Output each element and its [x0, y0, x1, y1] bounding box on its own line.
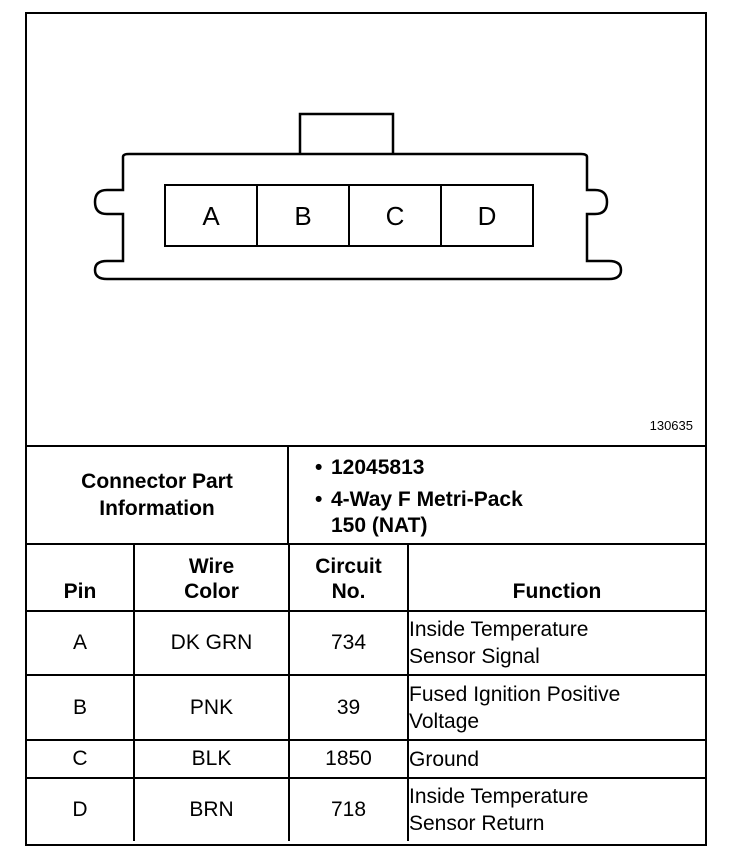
header-pin: Pin [27, 545, 134, 611]
cell-wire-color: BLK [134, 740, 289, 778]
connector-part-info [27, 445, 705, 545]
figure-number: 130635 [649, 418, 693, 433]
table-row [27, 611, 705, 675]
cell-pin: C [27, 740, 134, 778]
connector-type-line2: 150 (NAT) [331, 514, 428, 537]
cell-pin: B [27, 675, 134, 740]
cell-function: Ground [408, 740, 705, 778]
cell-pin: D [27, 778, 134, 841]
part-number: 12045813 [331, 456, 425, 479]
header-wire-color: Wire Color [134, 545, 289, 611]
cell-circuit: 718 [289, 778, 408, 841]
cell-circuit: 734 [289, 611, 408, 675]
part-number-item [315, 455, 705, 481]
cell-pin: A [27, 611, 134, 675]
cell-wire-color: DK GRN [134, 611, 289, 675]
header-circuit-no: Circuit No. [289, 545, 408, 611]
cell-function: Fused Ignition Positive Voltage [408, 675, 705, 740]
cell-circuit: 1850 [289, 740, 408, 778]
connector-diagram [27, 14, 705, 445]
connector-type-item [315, 487, 705, 539]
connector-sheet [25, 12, 707, 846]
connector-lock-tab [300, 114, 393, 154]
cavity-label-b: B [294, 201, 312, 231]
table-row [27, 778, 705, 841]
table-row [27, 740, 705, 778]
cell-function: Inside Temperature Sensor Return [408, 778, 705, 841]
table-header-row [27, 545, 705, 611]
part-info-label-line: Connector Part [81, 470, 233, 493]
part-info-values [289, 447, 705, 543]
cell-wire-color: PNK [134, 675, 289, 740]
bullet-icon: • [315, 488, 323, 511]
table-row [27, 675, 705, 740]
connector-drawing [27, 14, 705, 445]
cell-circuit: 39 [289, 675, 408, 740]
header-function: Function [408, 545, 705, 611]
cavity-label-a: A [202, 201, 220, 231]
bullet-icon: • [315, 456, 323, 479]
cavity-label-d: D [477, 201, 497, 231]
cavity-label-c: C [385, 201, 405, 231]
part-info-label [27, 447, 289, 543]
connector-housing-outline [95, 154, 621, 279]
part-info-label-line: Information [99, 497, 215, 520]
cell-function: Inside Temperature Sensor Signal [408, 611, 705, 675]
pinout-table [27, 545, 705, 841]
cell-wire-color: BRN [134, 778, 289, 841]
connector-type-line1: 4-Way F Metri-Pack [331, 488, 523, 511]
